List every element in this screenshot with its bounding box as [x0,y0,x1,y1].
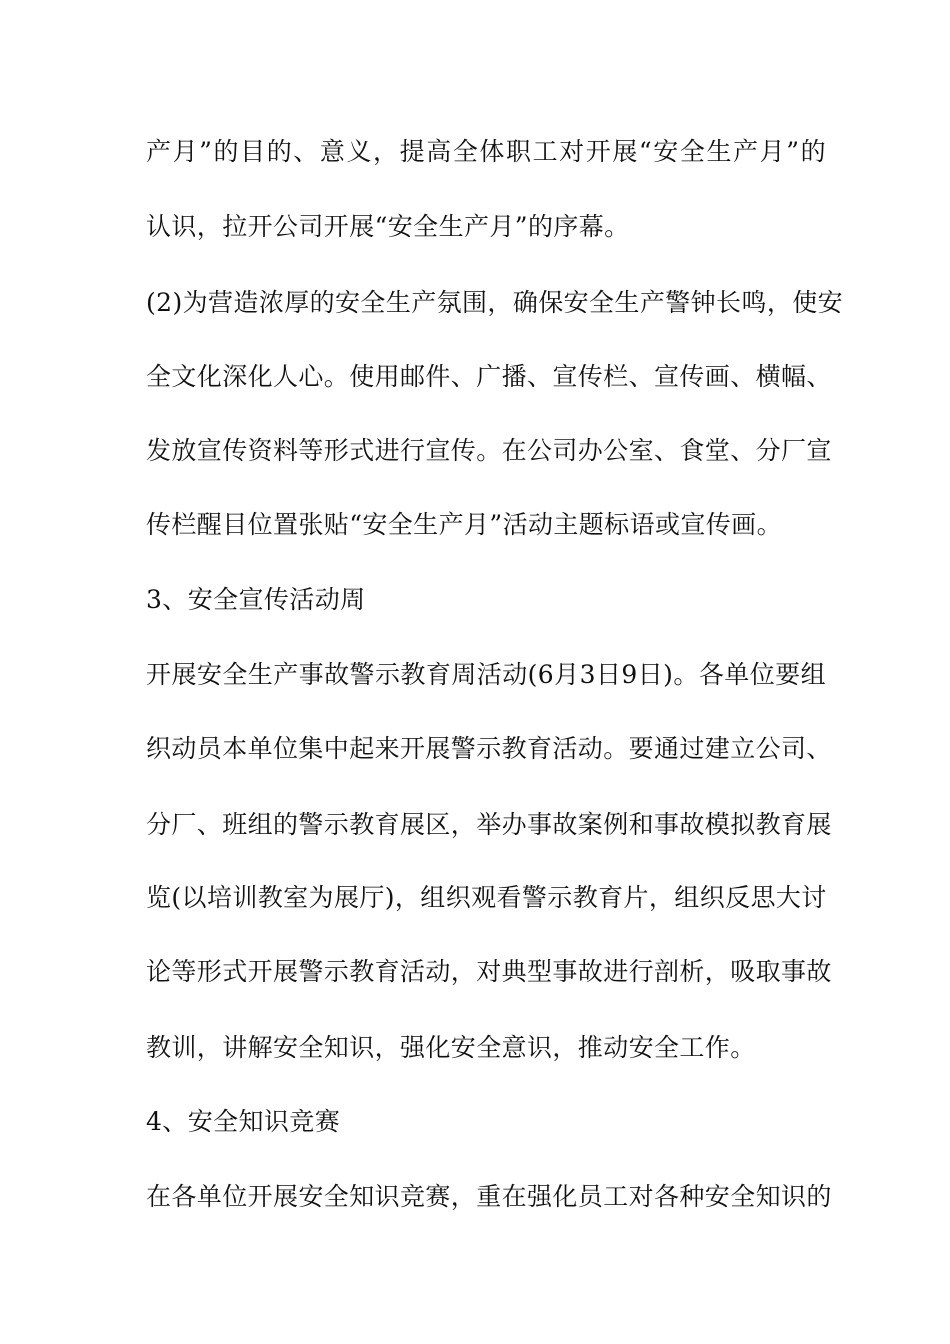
text-line: 发放宣传资料等形式进行宣传。在公司办公室、食堂、分厂宣 [146,436,832,465]
text-line: 分厂、班组的警示教育展区，举办事故案例和事故模拟教育展 [146,810,832,839]
text-line: 全文化深化人心。使用邮件、广播、宣传栏、宣传画、横幅、 [146,362,832,391]
text-line: 织动员本单位集中起来开展警示教育活动。要通过建立公司、 [146,734,832,763]
text-line: (2)为营造浓厚的安全生产氛围，确保安全生产警钟长鸣，使安 [146,288,844,317]
text-line: 论等形式开展警示教育活动，对典型事故进行剖析，吸取事故 [146,957,832,986]
section-heading: 4、安全知识竞赛 [146,1107,341,1136]
text-line: 认识，拉开公司开展“安全生产月”的序幕。 [146,212,630,241]
text-line: 传栏醒目位置张贴“安全生产月”活动主题标语或宣传画。 [146,510,782,539]
text-line: 览(以培训教室为展厅)，组织观看警示教育片，组织反思大讨 [146,883,827,912]
text-line: 开展安全生产事故警示教育周活动(6月3日9日)。各单位要组 [146,660,826,689]
text-line: 教训，讲解安全知识，强化安全意识，推动安全工作。 [146,1033,756,1062]
text-line: 在各单位开展安全知识竞赛，重在强化员工对各种安全知识的 [146,1182,832,1211]
text-line: 产月”的目的、意义，提高全体职工对开展“安全生产月”的 [146,137,826,166]
section-heading: 3、安全宣传活动周 [146,585,366,614]
